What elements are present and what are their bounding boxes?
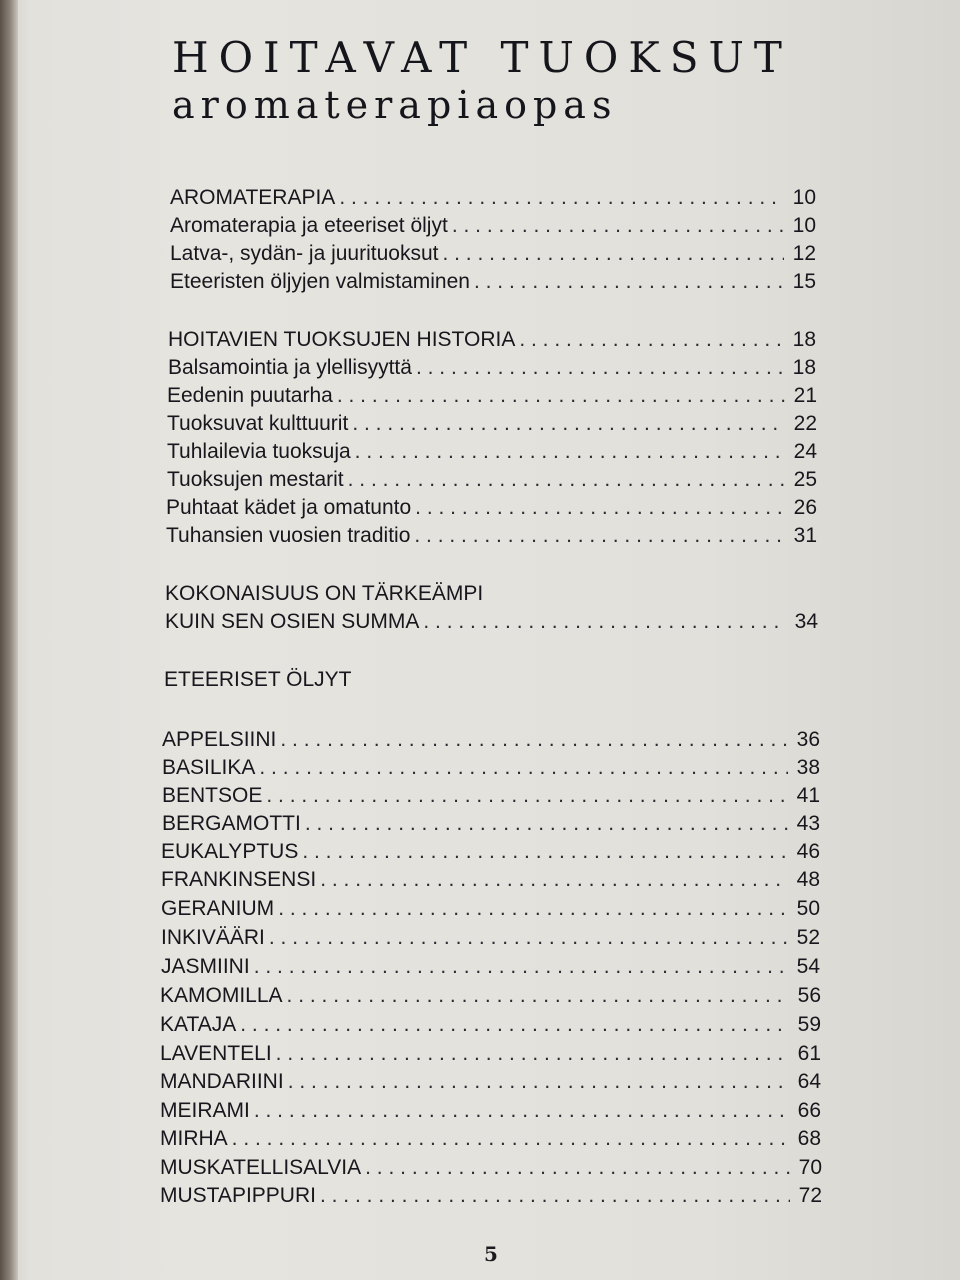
toc-entry-page: 59 [797,1013,821,1036]
leader-dots [259,754,788,782]
toc-entry-page: 72 [798,1184,822,1207]
toc-entry-label: FRANKINSENSI [161,868,317,891]
leader-dots [414,522,785,550]
toc-entry [168,354,816,382]
leader-dots [254,1097,789,1125]
toc-entry-label: MANDARIINI [160,1070,284,1093]
toc-entry-page: 18 [792,328,816,351]
book-title: HOITAVAT TUOKSUT [172,33,792,82]
leader-dots [337,382,785,410]
leader-dots [240,1011,789,1039]
leader-dots [320,1182,790,1210]
toc-entry-page: 52 [796,926,820,949]
leader-dots [423,608,786,636]
toc-entry-page: 68 [797,1127,821,1150]
leader-dots [280,726,788,754]
leader-dots [288,1068,789,1096]
toc-entry [170,240,816,268]
toc-entry-label: MEIRAMI [160,1099,250,1122]
toc-entry-label: Tuoksuvat kulttuurit [167,412,349,435]
toc-entry-page: 31 [793,524,817,547]
toc-entry-page: 48 [796,868,820,891]
toc-entry [168,326,816,354]
toc-entry [160,1097,821,1125]
toc-entry-label: KATAJA [160,1013,237,1036]
leader-dots [352,410,785,438]
toc-entry-label: Latva-, sydän- ja juurituoksut [170,242,439,265]
toc-entry-label: KAMOMILLA [160,984,283,1007]
toc-entry-label: Aromaterapia ja eteeriset öljyt [170,214,448,237]
leader-dots [519,326,784,354]
toc-entry-page: 70 [798,1156,822,1179]
toc-entry-label: Balsamointia ja ylellisyyttä [168,356,412,379]
leader-dots [269,924,788,952]
toc-entry [160,982,821,1010]
toc-entry-page: 43 [796,812,820,835]
book-subtitle: aromaterapiaopas [172,83,618,127]
toc-entry [166,522,817,550]
toc-entry-page: 18 [792,356,816,379]
leader-dots [254,953,788,981]
leader-dots [355,438,785,466]
page-number: 5 [484,1242,498,1266]
toc-entry-label: Tuhansien vuosien traditio [166,524,411,547]
toc-entry-label: Eedenin puutarha [167,384,333,407]
toc-entry [165,608,818,636]
leader-dots [302,838,788,866]
toc-entry-label: INKIVÄÄRI [161,926,265,949]
leader-dots [442,240,784,268]
toc-entry [160,1011,821,1039]
toc-entry [167,382,817,410]
toc-entry-page: 15 [792,270,816,293]
title-block [172,32,792,126]
toc-entry-page: 54 [796,955,820,978]
leader-dots [320,866,788,894]
toc-entry-label: KUIN SEN OSIEN SUMMA [165,610,420,633]
toc-entry-page: 38 [796,756,820,779]
toc-entry [162,726,820,754]
toc-entry [162,782,820,810]
toc-entry-page: 24 [793,440,817,463]
toc-entry-label: BASILIKA [162,756,256,779]
toc-entry [162,810,820,838]
toc-entry [162,754,820,782]
toc-entry-label: MUSTAPIPPURI [160,1184,316,1207]
toc-entry [160,1154,822,1182]
toc-entry-label: AROMATERAPIA [170,186,336,209]
toc-entry-label: Eteeristen öljyjen valmistaminen [170,270,470,293]
leader-dots [474,268,784,296]
toc-entry [167,438,817,466]
toc-entry-label: Puhtaat kädet ja omatunto [166,496,412,519]
toc-entry-page: 10 [792,186,816,209]
toc-entry-label: JASMIINI [161,955,250,978]
toc-entry-page: 56 [797,984,821,1007]
toc-entry [167,410,817,438]
leader-dots [305,810,788,838]
toc-entry-page: 34 [794,610,818,633]
toc-entry-page: 10 [792,214,816,237]
leader-dots [287,982,789,1010]
leader-dots [266,782,788,810]
toc-entry-label: BENTSOE [162,784,263,807]
toc-entry [170,212,816,240]
toc-entry-page: 61 [797,1042,821,1065]
toc-entry [161,895,820,923]
toc-entry-label: MIRHA [160,1127,228,1150]
toc-entry [160,1182,822,1210]
leader-dots [276,1040,789,1068]
leader-dots [348,466,785,494]
toc-entry [160,1068,821,1096]
toc-heading: ETEERISET ÖLJYT [164,668,352,691]
toc-entry-page: 12 [792,242,816,265]
toc-entry [166,494,817,522]
toc-entry [167,466,817,494]
toc-entry-page: 22 [793,412,817,435]
toc-entry-label: LAVENTELI [160,1042,272,1065]
leader-dots [415,494,785,522]
toc-entry-page: 36 [796,728,820,751]
book-spine [0,0,18,1280]
leader-dots [339,184,784,212]
toc-entry-label: APPELSIINI [162,728,277,751]
toc-entry-label: GERANIUM [161,897,275,920]
toc-entry [161,866,820,894]
toc-entry-label: Tuhlailevia tuoksuja [167,440,351,463]
toc-entry-page: 21 [793,384,817,407]
toc-entry-label: MUSKATELLISALVIA [160,1156,362,1179]
toc-entry [160,1125,821,1153]
toc-entry-label: EUKALYPTUS [161,840,299,863]
leader-dots [416,354,784,382]
toc-entry-page: 46 [796,840,820,863]
leader-dots [365,1154,790,1182]
toc-entry [160,1040,821,1068]
toc-entry [161,838,820,866]
toc-entry-label: BERGAMOTTI [162,812,301,835]
toc-entry [170,268,816,296]
toc-entry-page: 50 [796,897,820,920]
toc-entry [161,924,820,952]
leader-dots [452,212,784,240]
toc-entry-label: Tuoksujen mestarit [167,468,344,491]
toc-entry-label: HOITAVIEN TUOKSUJEN HISTORIA [168,328,516,351]
toc-entry-page: 41 [796,784,820,807]
toc-heading: KOKONAISUUS ON TÄRKEÄMPI [165,582,484,605]
leader-dots [278,895,788,923]
toc-entry [170,184,816,212]
leader-dots [232,1125,789,1153]
toc-entry-page: 26 [793,496,817,519]
toc-entry-page: 64 [797,1070,821,1093]
toc-entry-page: 66 [797,1099,821,1122]
toc-entry [161,953,820,981]
toc-entry-page: 25 [793,468,817,491]
